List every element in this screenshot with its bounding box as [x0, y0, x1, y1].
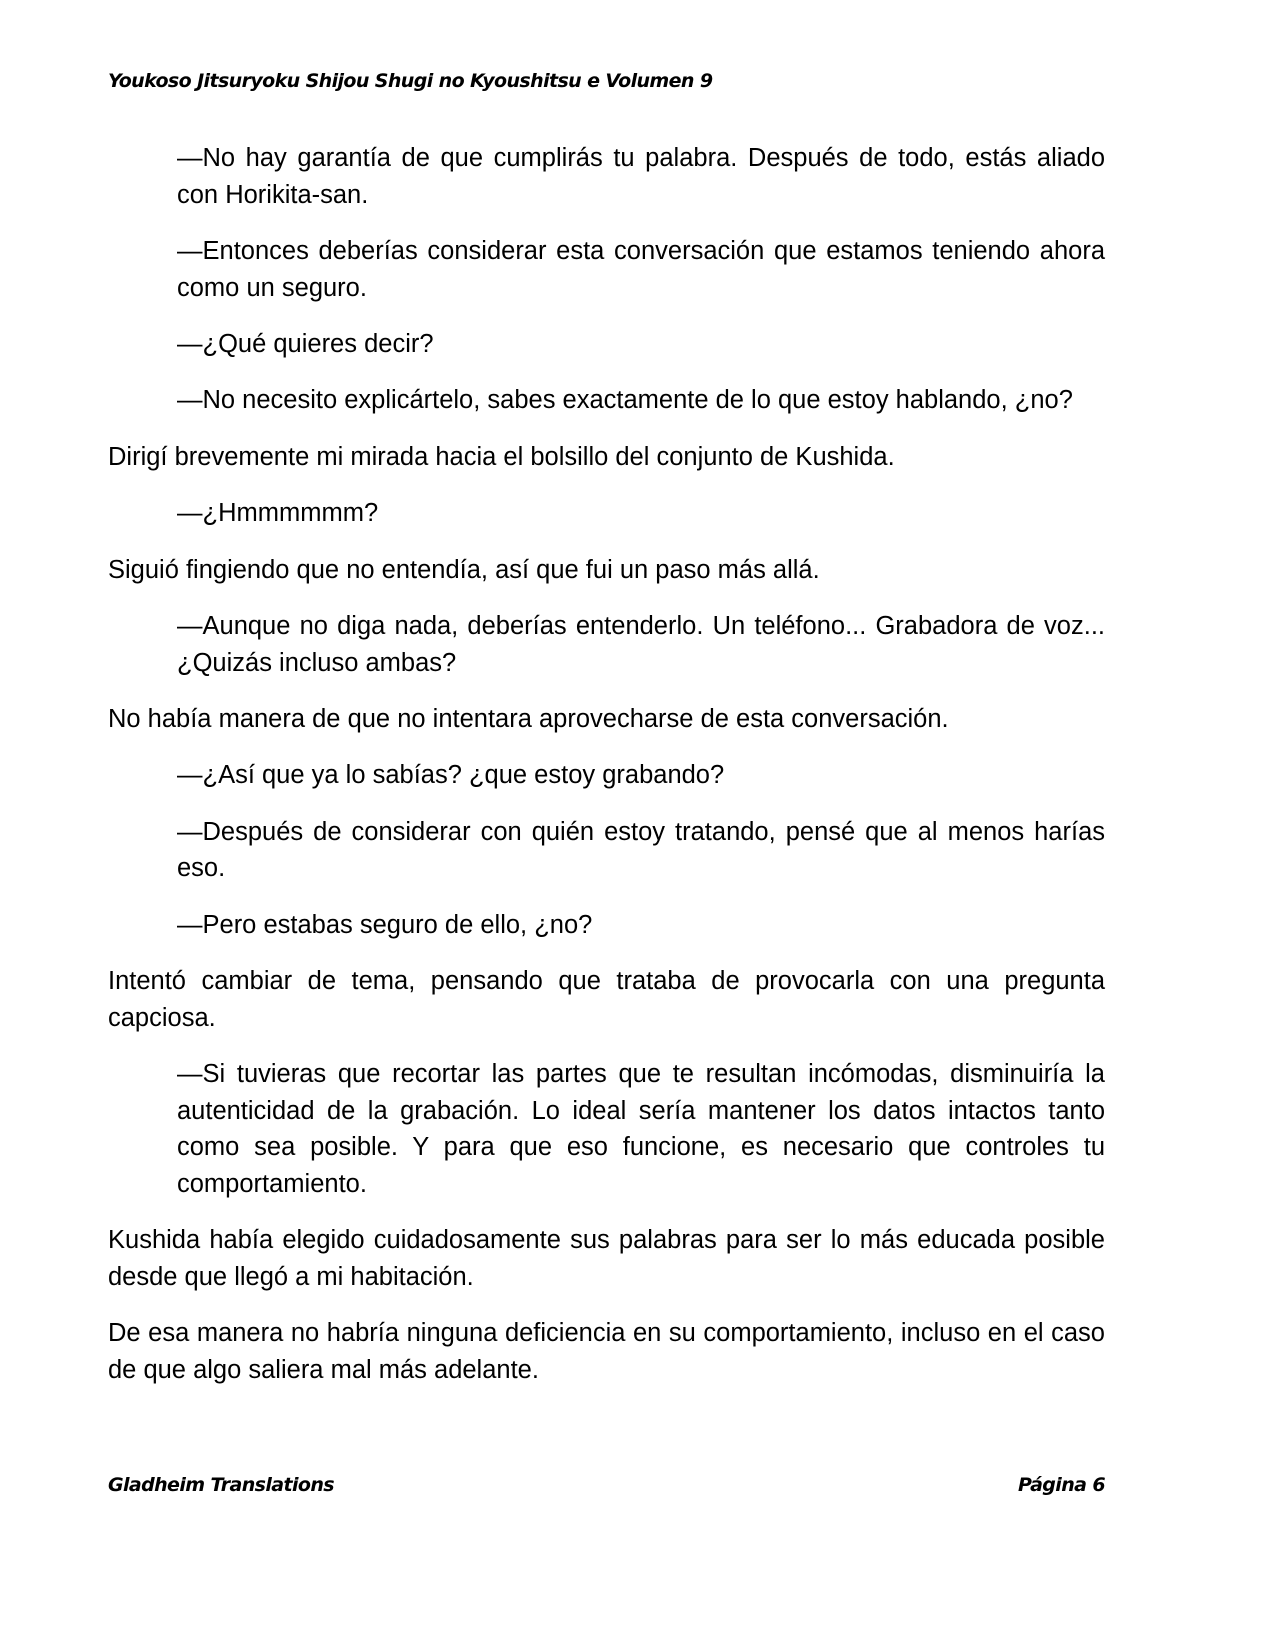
- narration-paragraph: Siguió fingiendo que no entendía, así que fui un paso más allá.: [108, 555, 820, 584]
- dialogue-paragraph: —Si tuvieras que recortar las partes que te resultan incómodas, disminuiría la autenticidad de la grabación. Lo ideal sería mantener los datos intactos tanto como sea posible. Y para que eso funcione, es necesario que controles tu comportamiento.: [177, 1060, 1105, 1198]
- running-footer: [108, 1474, 1105, 1496]
- narration-paragraph: Kushida había elegido cuidadosamente sus palabras para ser lo más educada posible desde que llegó a mi habitación.: [108, 1226, 1105, 1291]
- dialogue-paragraph: —¿Así que ya lo sabías? ¿que estoy grabando?: [177, 761, 725, 790]
- dialogue-paragraph: —¿Qué quieres decir?: [177, 329, 434, 358]
- dialogue-paragraph: —Entonces deberías considerar esta conversación que estamos teniendo ahora como un seguro.: [177, 236, 1105, 302]
- translator-credit: Gladheim Translations: [108, 1474, 334, 1496]
- narration-paragraph: Dirigí brevemente mi mirada hacia el bolsillo del conjunto de Kushida.: [108, 442, 895, 471]
- dialogue-paragraph: —Aunque no diga nada, deberías entenderlo. Un teléfono... Grabadora de voz... ¿Quizás incluso ambas?: [177, 611, 1105, 677]
- narration-paragraph: De esa manera no habría ninguna deficiencia en su comportamiento, incluso en el caso de que algo saliera mal más adelante.: [108, 1319, 1105, 1384]
- narration-paragraph: No había manera de que no intentara aprovecharse de esta conversación.: [108, 704, 949, 733]
- page-number: Página 6: [1017, 1474, 1105, 1496]
- running-header: Youkoso Jitsuryoku Shijou Shugi no Kyoushitsu e Volumen 9: [108, 70, 713, 92]
- page-body: [108, 140, 1105, 1408]
- dialogue-paragraph: —No hay garantía de que cumplirás tu palabra. Después de todo, estás aliado con Horikita-san.: [177, 144, 1105, 209]
- dialogue-paragraph: —Después de considerar con quién estoy tratando, pensé que al menos harías eso.: [177, 817, 1105, 883]
- dialogue-paragraph: —¿Hmmmmmm?: [177, 499, 379, 528]
- narration-paragraph: Intentó cambiar de tema, pensando que trataba de provocarla con una pregunta capciosa.: [108, 967, 1105, 1032]
- dialogue-paragraph: —No necesito explicártelo, sabes exactamente de lo que estoy hablando, ¿no?: [177, 386, 1073, 415]
- dialogue-paragraph: —Pero estabas seguro de ello, ¿no?: [177, 910, 593, 939]
